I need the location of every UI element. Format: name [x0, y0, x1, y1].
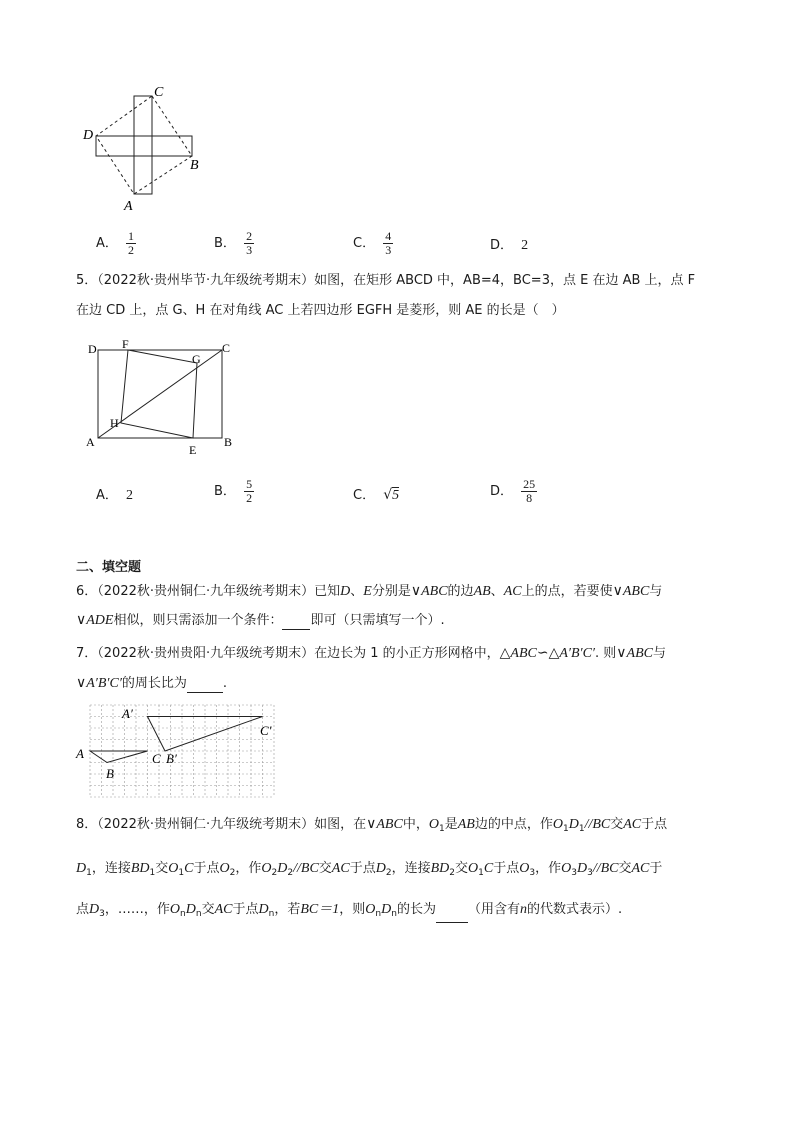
q7-line2: ∨A′B′C′的周长比为 .	[76, 676, 228, 691]
label-G: G	[192, 352, 201, 366]
label-B: B	[190, 158, 199, 173]
section-title-fill-in: 二、填空题	[76, 560, 142, 575]
vertical-rectangle	[134, 96, 152, 194]
grid-figure	[72, 700, 282, 802]
q6-line1: 6．（2022秋·贵州铜仁·九年级统考期末）已知D、E分别是∨ABC的边AB、AC上的点，若要使∨ABC与	[76, 584, 663, 599]
q4-option-a[interactable]: A． $\frac{1}{2}$	[96, 229, 135, 257]
cross-figure	[82, 84, 222, 214]
q5-line2: 在边 CD 上，点 G、H 在对角线 AC 上若四边形 EGFH 是菱形，则 AE 的长是（ ）	[76, 303, 565, 318]
rhombus-EGFH	[121, 350, 197, 438]
q5-option-c[interactable]: C． √5	[353, 487, 400, 503]
label-C: C	[222, 341, 231, 355]
label-B-prime: B′	[166, 751, 177, 766]
label-D: D	[83, 128, 94, 143]
sqrt-icon: √	[383, 487, 393, 503]
dashed-square	[96, 96, 192, 194]
q5-line1: 5．（2022秋·贵州毕节·九年级统考期末）如图，在矩形 ABCD 中，AB=4，BC=3，点 E 在边 AB 上，点 F	[76, 273, 696, 288]
label-F: F	[122, 338, 129, 351]
q7-line1: 7．（2022秋·贵州贵阳·九年级统考期末）在边长为 1 的小正方形网格中，△ABC∽△A′B′C′. 则∨ABC与	[76, 646, 666, 661]
q5-option-a[interactable]: A． 2	[96, 488, 134, 503]
label-C-prime: C′	[260, 723, 272, 738]
label-A: A	[86, 435, 95, 449]
q4-option-b[interactable]: B． $\frac{2}{3}$	[214, 229, 253, 257]
rectangle-rhombus-figure	[84, 338, 244, 460]
label-A: A	[124, 199, 133, 214]
q4-option-c[interactable]: C． $\frac{4}{3}$	[353, 229, 392, 257]
triangle-ABC	[90, 751, 148, 763]
label-E: E	[189, 443, 197, 457]
q4-option-d[interactable]: D． 2	[490, 238, 529, 253]
q5-option-b[interactable]: B． $\frac{5}{2}$	[214, 477, 253, 505]
q6-line2: ∨ADE相似，则只需添加一个条件： 即可（只需填写一个）.	[76, 613, 445, 628]
label-H: H	[110, 416, 119, 430]
label-D: D	[88, 342, 97, 356]
label-C: C	[154, 85, 164, 100]
q8-answer-blank[interactable]	[436, 908, 468, 923]
q7-answer-blank[interactable]	[187, 678, 223, 693]
label-A: A	[76, 746, 84, 761]
q8-line1: 8．（2022秋·贵州铜仁·九年级统考期末）如图，在∨ABC中，$O_1$是AB边的中点，作$O_1D_1//BC$交AC于点	[76, 817, 668, 834]
label-B: B	[106, 766, 114, 781]
label-A-prime: A′	[122, 706, 133, 721]
q6-answer-blank[interactable]	[282, 615, 310, 630]
q8-line2: $D_1$，连接$BD_1$交$O_1C$于点$O_2$，作$O_2D_2//BC$交AC于点$D_2$，连接$BD_2$交$O_1C$于点$O_3$，作$O_3D_3//BC$交AC于	[76, 861, 663, 878]
q5-option-d[interactable]: D． $\frac{25}{8}$	[490, 477, 536, 505]
q8-line3: 点$D_3$，……，作$O_nD_n$交AC于点$D_n$，若BC＝1，则$O_nD_n$的长为 （用含有n的代数式表示）.	[76, 901, 622, 923]
horizontal-rectangle	[96, 136, 192, 156]
label-C: C	[152, 751, 161, 766]
label-B: B	[224, 435, 233, 449]
